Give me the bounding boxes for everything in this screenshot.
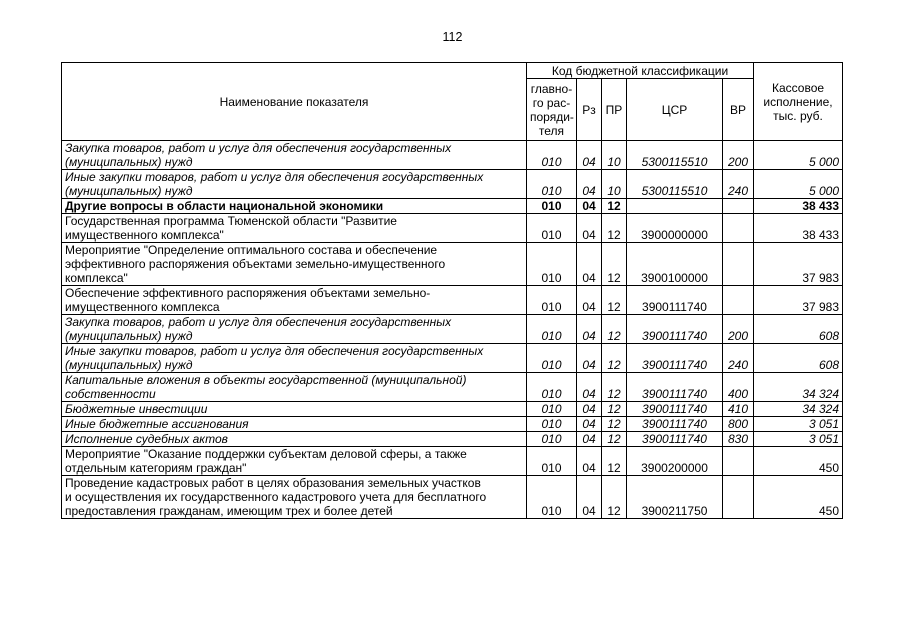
cell-name-line: отдельным категориям граждан"	[65, 461, 247, 475]
cell-pr: 12	[602, 344, 627, 373]
cell-amount: 608	[754, 315, 843, 344]
table-row	[62, 141, 843, 170]
cell-csr: 5300115510	[627, 141, 723, 170]
header-glavny	[527, 79, 577, 141]
cell-name-line: Закупка товаров, работ и услуг для обеспечения государственных	[65, 315, 452, 329]
table-row	[62, 214, 843, 243]
cell-rz: 04	[577, 476, 602, 519]
cell-name-line: Проведение кадастровых работ в целях образования земельных участков	[65, 476, 481, 490]
header-amount-line: тыс. руб.	[773, 108, 823, 123]
cell-name	[62, 373, 527, 402]
cell-glavny: 010	[527, 214, 577, 243]
cell-rz: 04	[577, 402, 602, 417]
cell-name	[62, 243, 527, 286]
cell-pr: 12	[602, 447, 627, 476]
cell-name-line: Мероприятие "Оказание поддержки субъектам деловой сферы, а также	[65, 447, 467, 461]
cell-amount: 38 433	[754, 199, 843, 214]
table-row	[62, 315, 843, 344]
cell-name	[62, 344, 527, 373]
cell-vr: 240	[723, 344, 754, 373]
cell-rz: 04	[577, 344, 602, 373]
cell-amount: 5 000	[754, 141, 843, 170]
cell-vr: 830	[723, 432, 754, 447]
cell-name-line: Мероприятие "Определение оптимального состава и обеспечение	[65, 243, 438, 257]
table-header	[62, 63, 843, 141]
cell-rz: 04	[577, 141, 602, 170]
cell-rz: 04	[577, 432, 602, 447]
cell-csr: 3900000000	[627, 214, 723, 243]
cell-name	[62, 170, 527, 199]
cell-name	[62, 141, 527, 170]
cell-vr	[723, 243, 754, 286]
cell-name-line: Иные закупки товаров, работ и услуг для обеспечения государственных	[65, 344, 484, 358]
cell-glavny: 010	[527, 141, 577, 170]
cell-name-line: (муниципальных) нужд	[65, 184, 193, 198]
cell-name	[62, 476, 527, 519]
cell-csr: 3900111740	[627, 432, 723, 447]
cell-name-line: Иные закупки товаров, работ и услуг для обеспечения государственных	[65, 170, 484, 184]
cell-rz: 04	[577, 373, 602, 402]
cell-pr: 12	[602, 214, 627, 243]
cell-vr	[723, 476, 754, 519]
table-row	[62, 447, 843, 476]
table-row	[62, 432, 843, 447]
cell-name	[62, 432, 527, 447]
cell-name-line: собственности	[65, 387, 156, 401]
table-row	[62, 243, 843, 286]
cell-rz: 04	[577, 286, 602, 315]
cell-vr: 400	[723, 373, 754, 402]
cell-csr: 3900200000	[627, 447, 723, 476]
cell-vr	[723, 447, 754, 476]
cell-glavny: 010	[527, 432, 577, 447]
cell-amount: 38 433	[754, 214, 843, 243]
cell-rz: 04	[577, 447, 602, 476]
cell-glavny: 010	[527, 344, 577, 373]
cell-pr: 12	[602, 417, 627, 432]
cell-csr: 3900111740	[627, 402, 723, 417]
cell-glavny: 010	[527, 315, 577, 344]
cell-glavny: 010	[527, 417, 577, 432]
table-row	[62, 373, 843, 402]
table-row	[62, 170, 843, 199]
cell-glavny: 010	[527, 447, 577, 476]
budget-table	[61, 62, 843, 519]
cell-rz: 04	[577, 243, 602, 286]
cell-name	[62, 447, 527, 476]
cell-glavny: 010	[527, 286, 577, 315]
cell-name	[62, 315, 527, 344]
cell-vr	[723, 199, 754, 214]
cell-name-line: имущественного комплекса"	[65, 228, 224, 242]
cell-pr: 12	[602, 476, 627, 519]
cell-csr	[627, 199, 723, 214]
cell-pr: 12	[602, 373, 627, 402]
cell-name-line: (муниципальных) нужд	[65, 155, 193, 169]
header-vr: ВР	[723, 79, 754, 141]
cell-name-line: (муниципальных) нужд	[65, 358, 193, 372]
cell-vr: 240	[723, 170, 754, 199]
cell-pr: 12	[602, 432, 627, 447]
header-amount-line: исполнение,	[763, 94, 833, 109]
cell-glavny: 010	[527, 199, 577, 214]
cell-name-line: Иные бюджетные ассигнования	[65, 417, 249, 431]
header-glavny-line: главно-	[530, 81, 573, 96]
cell-pr: 12	[602, 199, 627, 214]
cell-vr	[723, 214, 754, 243]
cell-name-line: Закупка товаров, работ и услуг для обеспечения государственных	[65, 141, 452, 155]
cell-amount: 608	[754, 344, 843, 373]
header-amount-line: Кассовое	[771, 80, 825, 95]
header-glavny-line: го рас-	[532, 95, 571, 110]
table-row	[62, 402, 843, 417]
cell-vr: 800	[723, 417, 754, 432]
cell-glavny: 010	[527, 243, 577, 286]
cell-name	[62, 199, 527, 214]
cell-csr: 3900100000	[627, 243, 723, 286]
cell-name-line: Капитальные вложения в объекты государственной (муниципальной)	[65, 373, 467, 387]
header-name: Наименование показателя	[62, 63, 527, 141]
table-row	[62, 476, 843, 519]
cell-amount: 450	[754, 447, 843, 476]
page-number: 112	[442, 30, 463, 44]
cell-pr: 12	[602, 243, 627, 286]
cell-rz: 04	[577, 170, 602, 199]
cell-amount: 34 324	[754, 402, 843, 417]
cell-vr: 200	[723, 141, 754, 170]
table-row	[62, 417, 843, 432]
cell-rz: 04	[577, 315, 602, 344]
header-rz: Рз	[577, 79, 602, 141]
cell-name-line: Другие вопросы в области национальной экономики	[65, 199, 384, 213]
header-pr: ПР	[602, 79, 627, 141]
cell-csr: 3900111740	[627, 315, 723, 344]
cell-name-line: Исполнение судебных актов	[65, 432, 228, 446]
header-glavny-line: теля	[538, 123, 565, 138]
cell-amount: 5 000	[754, 170, 843, 199]
cell-name	[62, 402, 527, 417]
cell-rz: 04	[577, 214, 602, 243]
cell-name-line: предоставления гражданам, имеющим трех и более детей	[65, 504, 393, 518]
cell-name-line: комплекса"	[65, 271, 128, 285]
cell-name-line: Государственная программа Тюменской области "Развитие	[65, 214, 397, 228]
table-row	[62, 286, 843, 315]
table-row	[62, 199, 843, 214]
cell-glavny: 010	[527, 373, 577, 402]
cell-amount: 3 051	[754, 432, 843, 447]
cell-amount: 3 051	[754, 417, 843, 432]
cell-glavny: 010	[527, 476, 577, 519]
cell-name-line: эффективного распоряжения объектами земельно-имущественного	[65, 257, 446, 271]
cell-amount: 450	[754, 476, 843, 519]
cell-name-line: Бюджетные инвестиции	[65, 402, 208, 416]
header-csr: ЦСР	[627, 79, 723, 141]
header-code-group: Код бюджетной классификации	[527, 63, 754, 79]
cell-name	[62, 417, 527, 432]
cell-glavny: 010	[527, 402, 577, 417]
cell-name-line: и осуществления их государственного кадастрового учета для бесплатного	[65, 490, 487, 504]
cell-pr: 12	[602, 402, 627, 417]
cell-rz: 04	[577, 199, 602, 214]
cell-vr: 200	[723, 315, 754, 344]
cell-amount: 37 983	[754, 243, 843, 286]
cell-csr: 5300115510	[627, 170, 723, 199]
cell-amount: 34 324	[754, 373, 843, 402]
cell-name	[62, 214, 527, 243]
cell-name-line: Обеспечение эффективного распоряжения объектами земельно-	[65, 286, 431, 300]
table-body	[62, 141, 843, 519]
cell-pr: 10	[602, 141, 627, 170]
cell-csr: 3900111740	[627, 344, 723, 373]
cell-pr: 12	[602, 286, 627, 315]
cell-csr: 3900211750	[627, 476, 723, 519]
cell-rz: 04	[577, 417, 602, 432]
cell-csr: 3900111740	[627, 417, 723, 432]
cell-glavny: 010	[527, 170, 577, 199]
table-row	[62, 344, 843, 373]
header-glavny-line: поряди-	[530, 109, 574, 124]
header-amount	[754, 63, 843, 141]
cell-name-line: имущественного комплекса	[65, 300, 220, 314]
cell-pr: 10	[602, 170, 627, 199]
cell-vr	[723, 286, 754, 315]
cell-vr: 410	[723, 402, 754, 417]
cell-name-line: (муниципальных) нужд	[65, 329, 193, 343]
cell-csr: 3900111740	[627, 373, 723, 402]
cell-csr: 3900111740	[627, 286, 723, 315]
cell-amount: 37 983	[754, 286, 843, 315]
cell-pr: 12	[602, 315, 627, 344]
cell-name	[62, 286, 527, 315]
